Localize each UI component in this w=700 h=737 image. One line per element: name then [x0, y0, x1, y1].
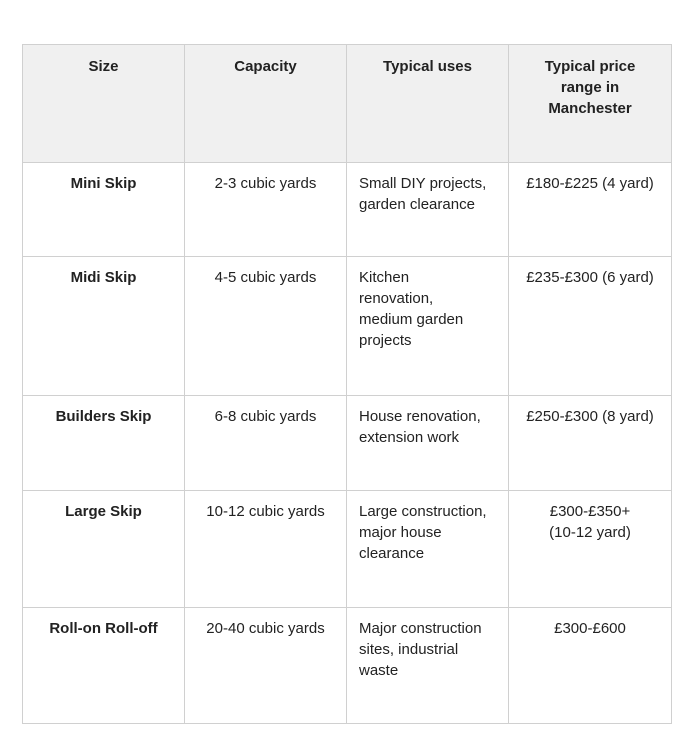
cell-capacity: 4-5 cubic yards — [185, 257, 347, 396]
table-header — [23, 45, 672, 163]
cell-price: £250-£300 (8 yard) — [509, 396, 672, 491]
table-row — [23, 396, 672, 491]
cell-size: Roll-on Roll-off — [23, 608, 185, 724]
table-body — [23, 163, 672, 724]
header-row — [23, 45, 672, 163]
header-typical-uses: Typical uses — [347, 45, 509, 163]
table-row — [23, 608, 672, 724]
cell-price: £180-£225 (4 yard) — [509, 163, 672, 257]
cell-price: £300-£600 — [509, 608, 672, 724]
header-size: Size — [23, 45, 185, 163]
cell-uses: Large construction, major house clearance — [347, 491, 509, 608]
table-row — [23, 491, 672, 608]
cell-capacity: 2-3 cubic yards — [185, 163, 347, 257]
cell-uses: Small DIY projects, garden clearance — [347, 163, 509, 257]
cell-price — [509, 491, 672, 608]
cell-price: £235-£300 (6 yard) — [509, 257, 672, 396]
cell-uses — [347, 257, 509, 396]
cell-uses-text: Kitchen renovation, medium garden projects — [359, 269, 464, 349]
cell-uses: Major construction sites, industrial waste — [347, 608, 509, 724]
header-capacity: Capacity — [185, 45, 347, 163]
cell-capacity: 10-12 cubic yards — [185, 491, 347, 608]
cell-size: Midi Skip — [23, 257, 185, 396]
cell-capacity: 20-40 cubic yards — [185, 608, 347, 724]
table-row — [23, 163, 672, 257]
cell-uses: House renovation, extension work — [347, 396, 509, 491]
cell-size: Builders Skip — [23, 396, 185, 491]
table-row — [23, 257, 672, 396]
header-price-range — [509, 45, 672, 163]
cell-size: Mini Skip — [23, 163, 185, 257]
header-price-range-text: Typical price range in Manchester — [544, 58, 636, 117]
cell-size: Large Skip — [23, 491, 185, 608]
skip-size-table — [22, 44, 672, 724]
cell-price-text: £300-£350+ (10-12 yard) — [549, 503, 631, 541]
cell-capacity: 6-8 cubic yards — [185, 396, 347, 491]
